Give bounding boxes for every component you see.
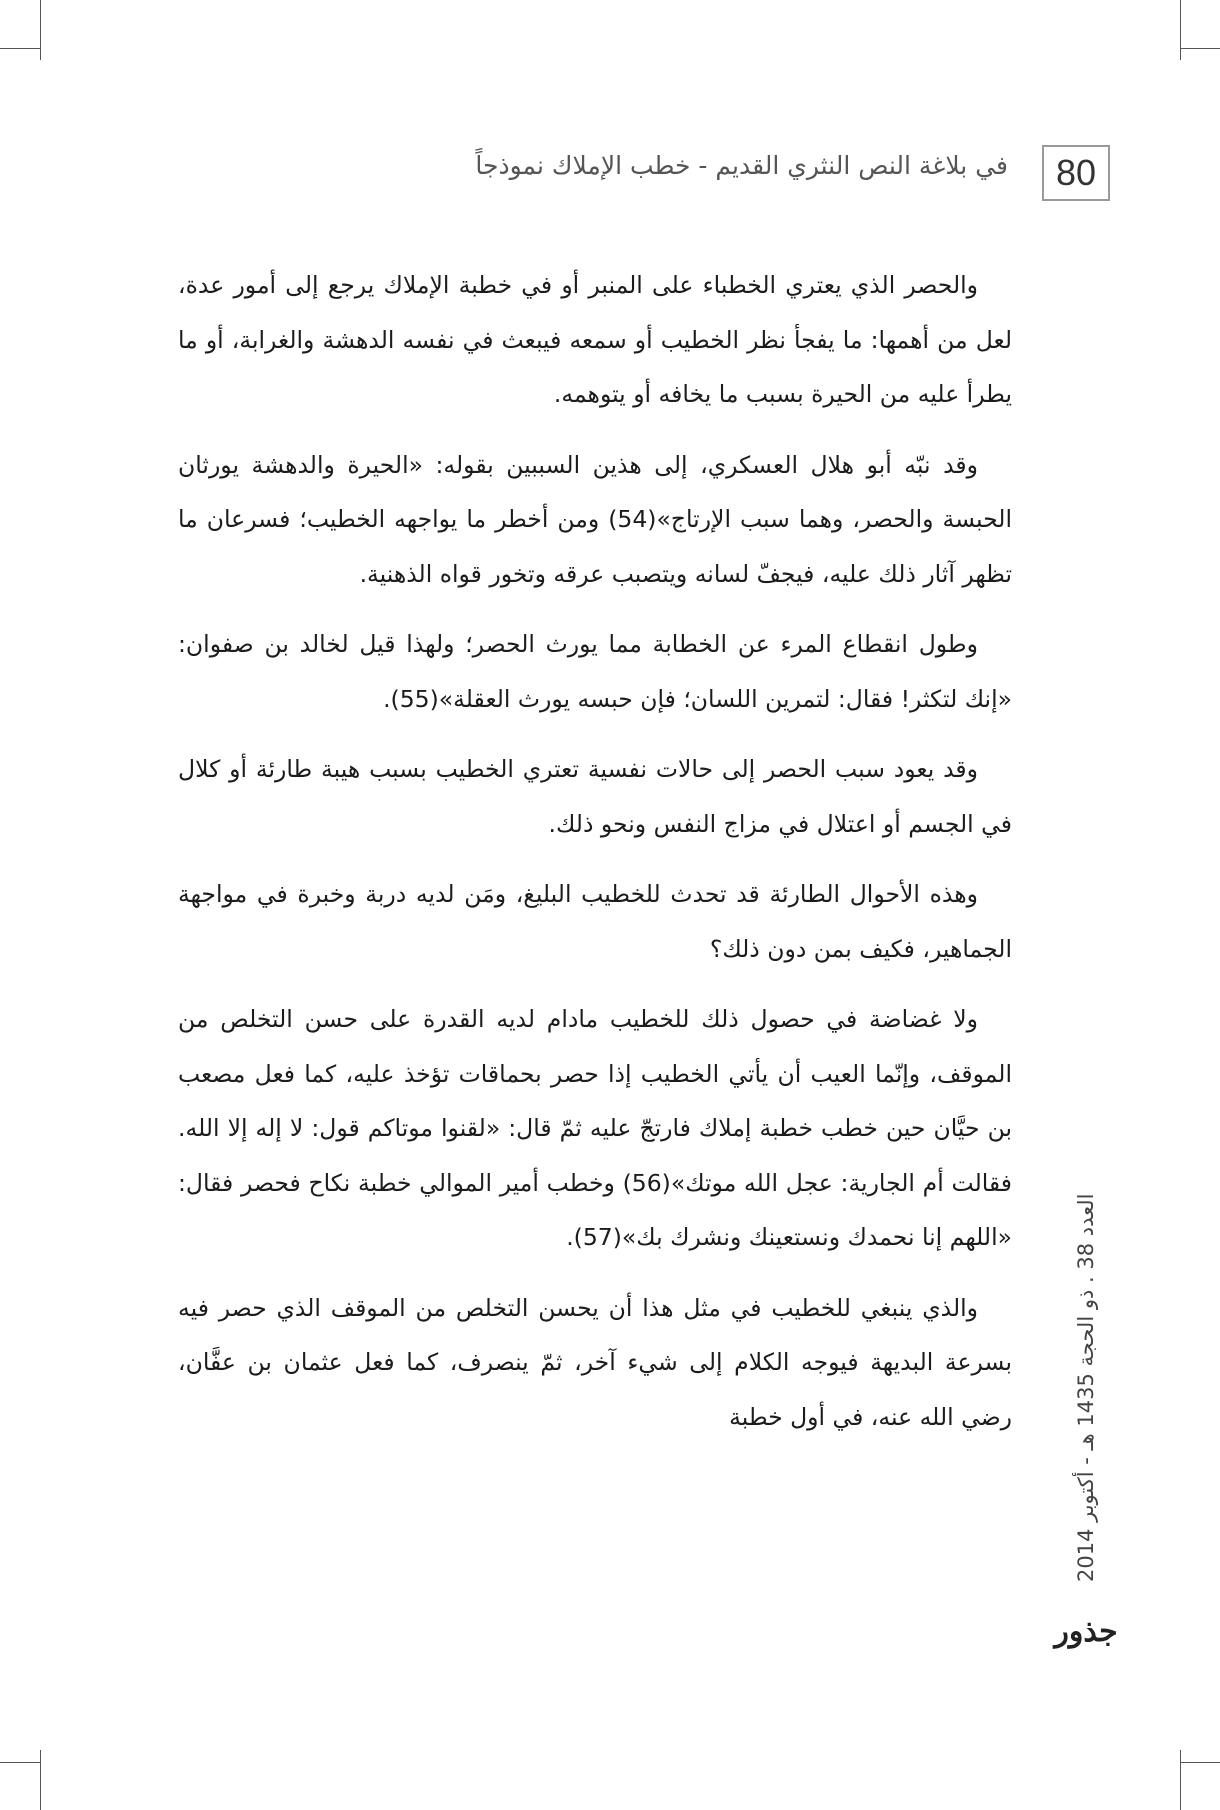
crop-mark	[40, 1750, 41, 1810]
page-number: 80	[1042, 145, 1110, 201]
page-header	[230, 145, 1110, 201]
paragraph: وهذه الأحوال الطارئة قد تحدث للخطيب البليغ، ومَن لديه دربة وخبرة في مواجهة الجماهير، فكيف بمن دون ذلك؟	[178, 880, 1012, 963]
issue-info: العدد 38 . ذو الحجة 1435 هـ - أكتوبر 2014	[1074, 1193, 1098, 1583]
crop-mark	[1180, 48, 1220, 49]
paragraph: والحصر الذي يعتري الخطباء على المنبر أو في خطبة الإملاك يرجع إلى أمور عدة، لعل من أهمها: ما يفجأ نظر الخطيب أو سمعه فيبعث في نفسه الدهشة والغرابة، أو ما يطرأ عليه من الحيرة بسبب ما يخافه أو يتوهمه.	[178, 271, 1012, 408]
paragraph: وقد نبّه أبو هلال العسكري، إلى هذين السببين بقوله: «الحيرة والدهشة يورثان الحبسة والحصر، وهما سبب الإرتاج»(54) ومن أخطر ما يواجهه الخطيب؛ فسرعان ما تظهر آثار ذلك عليه، فيجفّ لسانه ويتصبب عرقه وتخور قواه الذهنية.	[178, 450, 1012, 588]
crop-mark	[40, 0, 41, 60]
paragraph: وقد يعود سبب الحصر إلى حالات نفسية تعتري الخطيب بسبب هيبة طارئة أو كلال في الجسم أو اعتلال في مزاج النفس ونحو ذلك.	[178, 755, 1012, 838]
paragraph: والذي ينبغي للخطيب في مثل هذا أن يحسن التخلص من الموقف الذي حصر فيه بسرعة البديهة فيوجه الكلام إلى شيء آخر، ثمّ ينصرف، كما فعل عثمان بن عفَّان، رضي الله عنه، في أول خطبة	[178, 1293, 1012, 1431]
crop-mark	[1180, 1750, 1181, 1810]
crop-mark	[1180, 0, 1181, 60]
crop-mark	[0, 1762, 40, 1763]
paragraph: وطول انقطاع المرء عن الخطابة مما يورث الحصر؛ ولهذا قيل لخالد بن صفوان: «إنك لتكثر! فقال: لتمرين اللسان؛ فإن حبسه يورث العقلة»(55).	[178, 630, 1012, 713]
crop-mark	[1180, 1762, 1220, 1763]
running-title: في بلاغة النص النثري القديم - خطب الإملاك نموذجاً	[475, 151, 1008, 180]
crop-mark	[0, 48, 40, 49]
journal-logo: جذور	[1054, 1613, 1118, 1649]
body-text	[178, 258, 1012, 1460]
paragraph: ولا غضاضة في حصول ذلك للخطيب مادام لديه القدرة على حسن التخلص من الموقف، وإنّما العيب أن يأتي الخطيب إذا حصر بحماقات تؤخذ عليه، كما فعل مصعب بن حيَّان حين خطب خطبة إملاك فارتجّ عليه ثمّ قال: «لقنوا موتاكم قول: لا إله إلا الله. فقالت أم الجارية: عجل الله موتك»(56) وخطب أمير الموالي خطبة نكاح فحصر فقال: «اللهم إنا نحمدك ونستعينك ونشرك بك»(57).	[178, 1005, 1013, 1251]
